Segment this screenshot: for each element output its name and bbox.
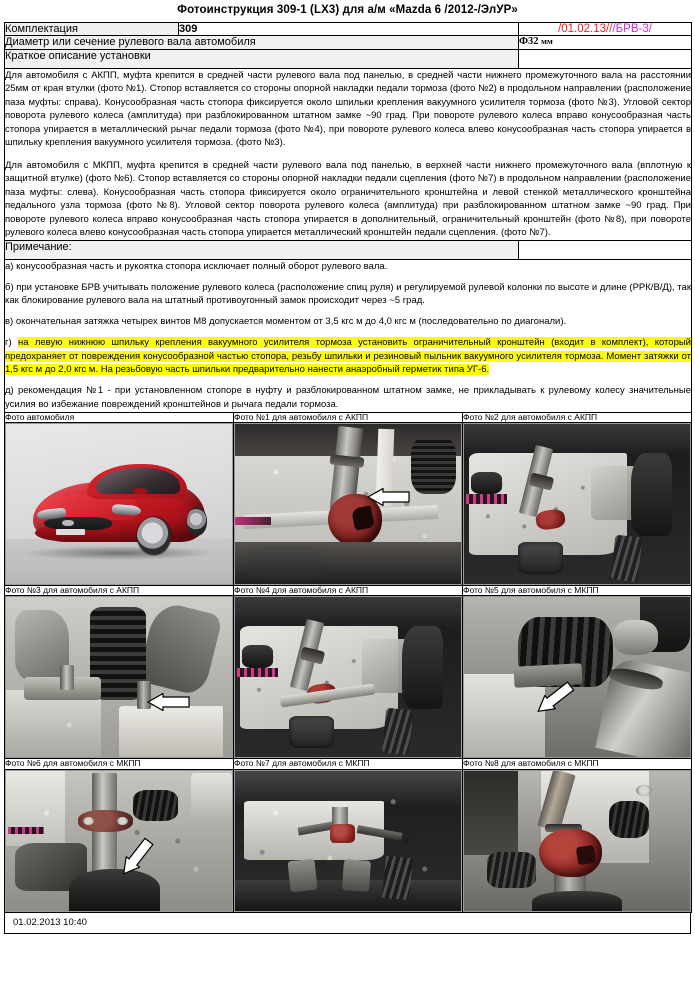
- photo3-white-panel: [119, 706, 223, 757]
- note-g-prefix: г): [5, 336, 18, 348]
- car-license-plate: [56, 529, 85, 535]
- photo-caption-7: Фото №7 для автомобиля с МКПП: [234, 759, 463, 769]
- photo4-wiring-harness: [237, 668, 278, 678]
- table-row: [5, 259, 692, 412]
- photo4-connector: [242, 645, 274, 667]
- spec-value-complectation: 309: [179, 22, 519, 36]
- table-row: [5, 68, 692, 240]
- photo7-clutch-pedal: [288, 859, 318, 892]
- photo-caption-6: Фото №6 для автомобиля с МКПП: [5, 759, 234, 769]
- photo-cell-1: [234, 422, 463, 585]
- photo4-right-boot: [402, 626, 443, 709]
- spec-code-cell: [519, 22, 692, 36]
- paragraph-akpp: Для автомобиля с АКПП, муфта крепится в средней части рулевого вала под панелью, в средней части нижнего промежуточного вала на расстоянии 25мм от края втулки (фото №1). Стопор вставляется со стороны опорной накладки педали тормоза (фото №2) в продольном направлении (расположение паза муфты: справа). Конусообразная часть стопора фиксируется около шпильки крепления вакуумного усилителя тормоза (фото №3). Угловой сектор поворота рулевого колеса (амплитуда) при разблокированном штатном замке ~90 град. При повороте рулевого колеса вправо конусообразная часть стопора упирается в металлический рычаг педали тормоза (фото №4), при повороте рулевого колеса влево конусообразная часть стопора упирается в шпильку крепления вакуумного усилителя тормоза. (фото №3).: [5, 69, 691, 149]
- photo-image-row: [5, 422, 692, 585]
- photo-cell-5: [463, 596, 692, 759]
- photo-caption-row: [5, 412, 692, 422]
- photo-1: [234, 423, 462, 585]
- photo5-clip: [613, 620, 658, 655]
- note-item-a: а) конусообразная часть и рукоятка стопора исключает полный оборот рулевого вала.: [5, 260, 388, 272]
- diameter-value: Ф32: [519, 36, 539, 48]
- photo-caption-3: Фото №3 для автомобиля с АКПП: [5, 585, 234, 595]
- callout-arrow-icon: [146, 693, 190, 711]
- code-date: /01.02.13/: [558, 22, 610, 35]
- table-row: [5, 912, 691, 933]
- photo8-dark-left: [464, 771, 518, 855]
- code-separator: /: [609, 22, 613, 35]
- photo-2: [463, 423, 691, 585]
- spec-table: [4, 22, 692, 241]
- photo7-red-lock-coupling: [330, 824, 355, 844]
- photo1-rubber-boot: [411, 437, 456, 495]
- car-front-wheel: [137, 517, 171, 555]
- photo-8: [463, 770, 691, 912]
- photo5-limiting-bracket: [513, 663, 582, 687]
- photo2-accelerator-pedal: [611, 535, 643, 582]
- photo8-lower-cowl: [532, 891, 622, 912]
- diameter-unit: мм: [541, 36, 553, 47]
- photo1-bracket: [246, 546, 323, 581]
- photo8-rubber-grip: [487, 852, 537, 888]
- photo6-lower-cowl: [69, 869, 159, 911]
- description-body: [5, 68, 692, 240]
- photo2-right-boot: [631, 453, 672, 536]
- photo7-accelerator-pedal: [382, 856, 413, 901]
- photo-caption-1: Фото №1 для автомобиля с АКПП: [234, 412, 463, 422]
- note-item-d: д) рекомендация №1 - при установленном стопоре в нуфту и разблокированном штатном замке, не прикладывать к рулевому колесу значительные усилия во избежание повреждений кронштейнов и рычага педали тормоза.: [5, 385, 691, 410]
- photo4-brake-pedal: [289, 716, 334, 748]
- photo6-wiring-harness: [8, 827, 44, 834]
- spec-label-description: Краткое описание установки: [5, 49, 519, 68]
- car-grille: [44, 517, 112, 530]
- table-row: [5, 22, 692, 36]
- notes-blank-cell: [519, 240, 692, 259]
- photo-grid: [4, 412, 692, 913]
- photo3-stud-left: [60, 665, 74, 691]
- code-model: /БРВ-3/: [612, 22, 652, 35]
- photo-caption-5: Фото №5 для автомобиля с МКПП: [463, 585, 692, 595]
- photo-caption-car: Фото автомобиля: [5, 412, 234, 422]
- spec-label-diameter: Диаметр или сечение рулевого вала автомобиля: [5, 36, 519, 50]
- photo8-rubber-boot: [609, 801, 650, 837]
- photo1-wiring-harness: [235, 517, 271, 525]
- footer-timestamp: 01.02.2013 10:40: [5, 912, 691, 933]
- photo2-dashboard: [464, 424, 690, 456]
- photo4-accelerator-pedal: [382, 708, 414, 755]
- note-item-v: в) окончательная затяжка четырех винтов М8 допускается моментом от 3,5 кгс м до 4,0 кгс м (последовательно по диагонали).: [5, 316, 567, 328]
- photo-6: [5, 770, 233, 912]
- photo-7: [234, 770, 462, 912]
- page-title: Фотоинструкция 309-1 (LX3) для а/м «Mazda 6 /2012-/ЭлУР»: [177, 4, 518, 16]
- photo-5: [463, 596, 691, 758]
- photo7-brake-pedal: [342, 859, 371, 892]
- table-row: [5, 36, 692, 50]
- photo-caption-row: [5, 759, 692, 769]
- car-rear-wheel: [187, 507, 207, 536]
- photo6-rubber-boot: [133, 790, 178, 821]
- photo-cell-3: [5, 596, 234, 759]
- footer-table: [4, 912, 691, 934]
- photo-car: [5, 423, 233, 585]
- photo-cell-2: [463, 422, 692, 585]
- notes-table: [4, 240, 692, 413]
- photo2-brake-pedal: [518, 542, 563, 574]
- notes-body: [5, 259, 692, 412]
- photo-cell-7: [234, 769, 463, 912]
- table-row: [5, 49, 692, 68]
- paragraph-mkpp: Для автомобиля с МКПП, муфта крепится в средней части рулевого вала под панелью, в верхней части нижнего промежуточного вала (вплотную к защитной втулке) (фото №6). Стопор вставляется со стороны опорной накладки педали сцепления (фото №7) в продольном направлении (расположение паза муфты: слева). Конусообразная часть стопора фиксируется около ограничительного кронштейна и левой стенкой металлического кронштейна педального узла тормоза (фото №8). Угловой сектор поворота рулевого колеса (амплитуда) при разблокированном штатном замке ~90 град. При повороте рулевого колеса вправо конусообразная часть стопора упирается в дополнительный, ограничительный кронштейн (фото №8), при повороте рулевого колеса влево конусообразная часть стопора упирается металлический кронштейн педали сцепления. (фото №7).: [5, 159, 691, 239]
- spec-label-complectation: Комплектация: [5, 22, 179, 36]
- notes-header: Примечание:: [5, 240, 519, 259]
- note-g-highlight: на левую нижнюю шпильку крепления вакуумного усилителя тормоза установить ограничительный кронштейн (входит в комплект), который предохраняет от повреждения конусообразной частью стопора, резьбу шпильки и резиновый пыльник вакуумного усилителя тормоза. Момент затяжки от 1,5 кгс м до 2,0 кгс м. На резьбовую часть шпильки предварительно нанести анаэробный герметик типа УГ-6.: [5, 336, 691, 376]
- photo-cell-car: [5, 422, 234, 585]
- spec-value-diameter: [519, 36, 692, 50]
- table-row: [5, 240, 692, 259]
- photo-cell-8: [463, 769, 692, 912]
- photo-image-row: [5, 596, 692, 759]
- photo8-lock-slot: [576, 845, 596, 866]
- photo2-connector: [471, 472, 503, 494]
- photo-caption-row: [5, 585, 692, 595]
- photo2-wiring-harness: [466, 494, 507, 504]
- photo-caption-8: Фото №8 для автомобиля с МКПП: [463, 759, 692, 769]
- spec-blank-cell: [519, 49, 692, 68]
- photo-caption-4: Фото №4 для автомобиля с АКПП: [234, 585, 463, 595]
- photo-caption-2: Фото №2 для автомобиля с АКПП: [463, 412, 692, 422]
- callout-arrow-icon: [366, 488, 410, 506]
- photo8-bolt: [636, 785, 652, 796]
- note-item-g: [5, 336, 691, 377]
- note-item-b: б) при установке БРВ учитывать положение рулевого колеса (расположение спиц руля) и регулируемой рулевой колонки по высоте и длине (РРК/В/Д), так как блокирование рулевого вала на штатный противоугонный замок происходит через ~5 град.: [5, 281, 691, 307]
- photo6-reservoir: [191, 773, 232, 818]
- photo-3: [5, 596, 233, 758]
- photo-4: [234, 596, 462, 758]
- photo-image-row: [5, 769, 692, 912]
- photo4-dashboard: [235, 597, 461, 629]
- photo-cell-6: [5, 769, 234, 912]
- car-shadow: [24, 546, 214, 560]
- photo-cell-4: [234, 596, 463, 759]
